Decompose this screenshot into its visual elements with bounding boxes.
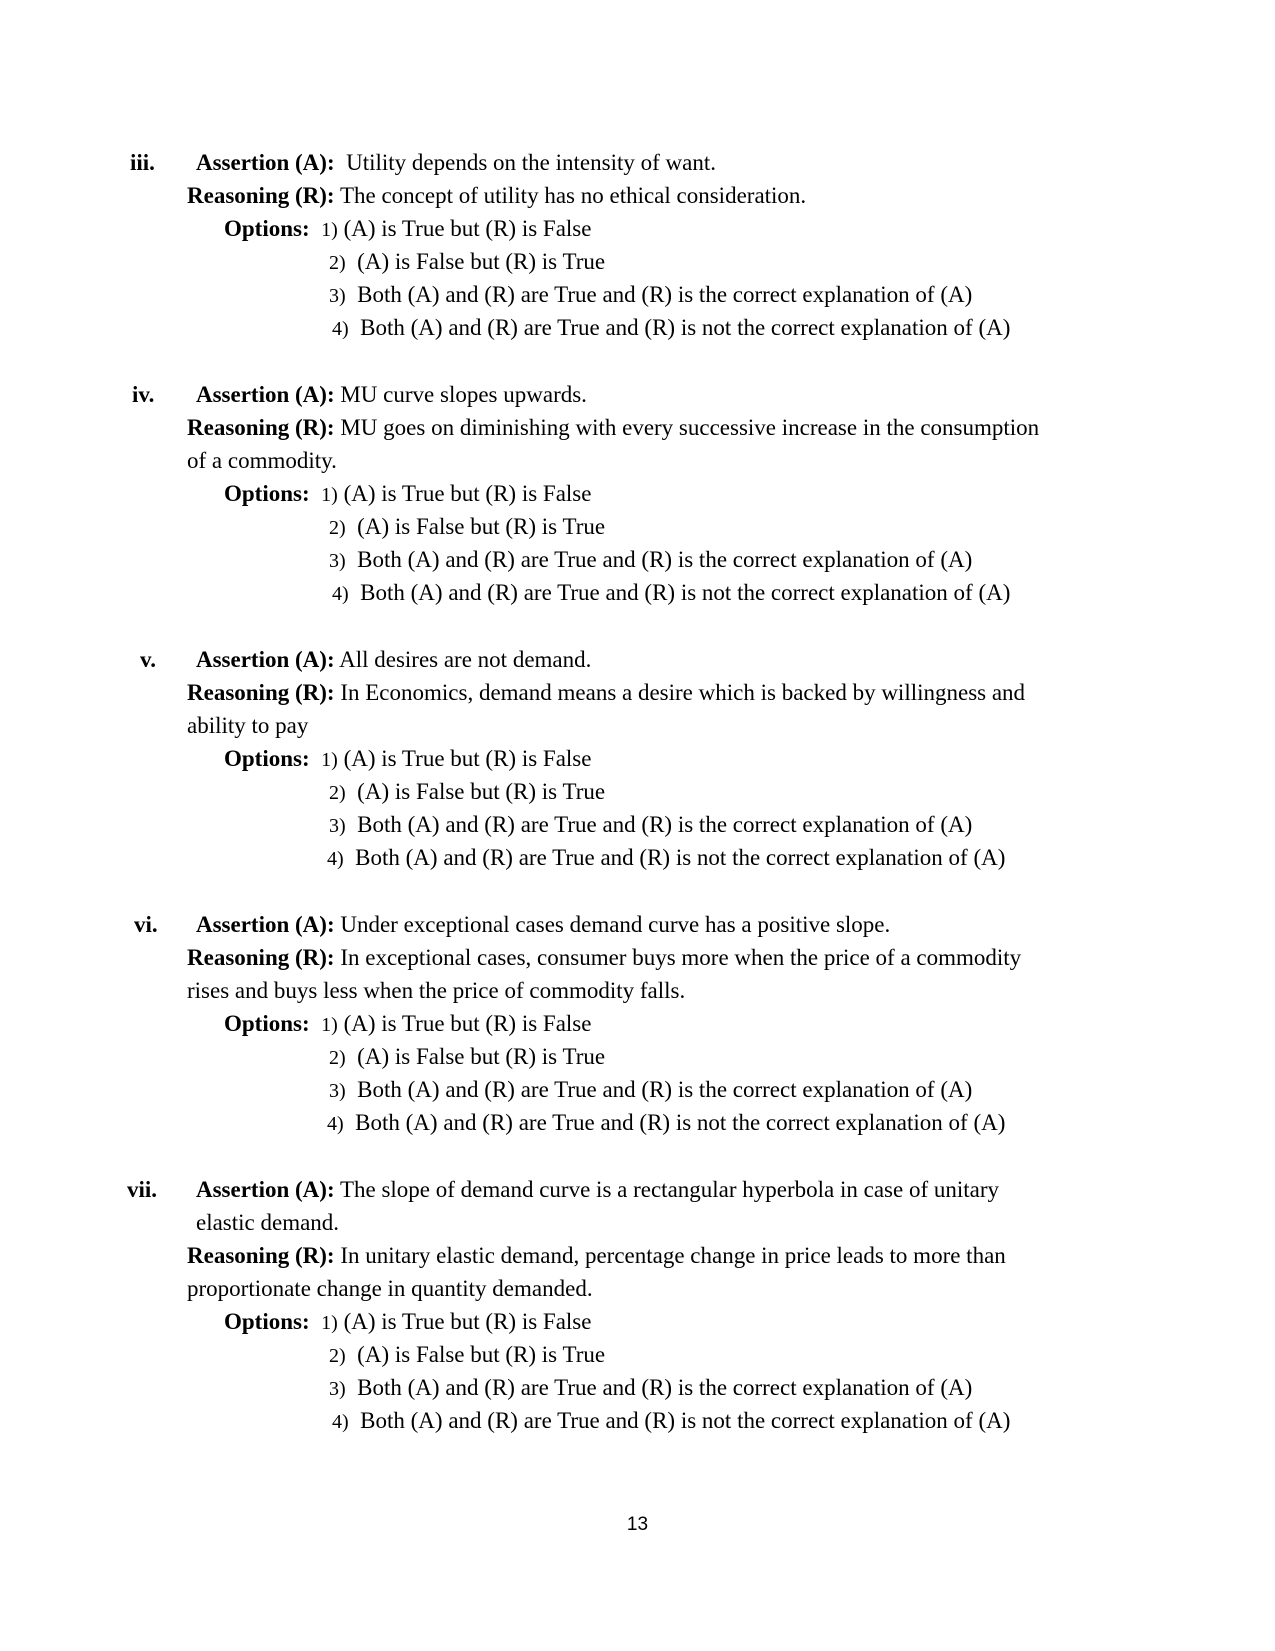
options-row-1 (224, 479, 591, 509)
options-row-1 (224, 744, 591, 774)
assertion-label: Assertion (A): (196, 912, 335, 937)
option-number: 3) (329, 1378, 346, 1400)
option-number: 4) (332, 318, 349, 340)
assertion-text: MU curve slopes upwards. (340, 382, 587, 407)
assertion (196, 910, 890, 940)
reasoning-continued: rises and buys less when the price of commodity falls. (187, 978, 686, 1003)
option-text: Both (A) and (R) are True and (R) is not the correct explanation of (A) (355, 1110, 1006, 1135)
options-label: Options: (224, 1309, 310, 1334)
option-number: 1) (321, 1312, 338, 1334)
option-4 (327, 843, 1005, 873)
options-row-1 (224, 214, 591, 244)
option-number: 2) (329, 252, 346, 274)
option-2 (329, 247, 605, 277)
option-4 (332, 313, 1010, 343)
option-number: 2) (329, 1047, 346, 1069)
option-text: Both (A) and (R) are True and (R) is not the correct explanation of (A) (360, 315, 1011, 340)
option-number: 2) (329, 1345, 346, 1367)
option-number: 4) (332, 1411, 349, 1433)
assertion (196, 645, 591, 675)
option-2 (329, 512, 605, 542)
option-number: 3) (329, 550, 346, 572)
options-label: Options: (224, 1011, 310, 1036)
option-4 (332, 1406, 1010, 1436)
reasoning-continued: proportionate change in quantity demanded. (187, 1276, 593, 1301)
option-text: Both (A) and (R) are True and (R) is not the correct explanation of (A) (360, 1408, 1011, 1433)
option-number: 3) (329, 285, 346, 307)
option-text: (A) is True but (R) is False (343, 216, 592, 241)
reasoning-label: Reasoning (R): (187, 945, 335, 970)
option-2 (329, 777, 605, 807)
assertion (196, 1175, 999, 1205)
option-text: (A) is False but (R) is True (357, 1044, 606, 1069)
assertion-text: The slope of demand curve is a rectangular hyperbola in case of unitary (339, 1177, 1000, 1202)
reasoning (187, 943, 1021, 973)
option-number: 1) (321, 749, 338, 771)
assertion (196, 380, 587, 410)
reasoning-label: Reasoning (R): (187, 183, 335, 208)
option-text: Both (A) and (R) are True and (R) is not the correct explanation of (A) (355, 845, 1006, 870)
option-number: 3) (329, 1080, 346, 1102)
assertion-continued: elastic demand. (196, 1210, 340, 1235)
page-number: 13 (626, 1514, 649, 1535)
option-number: 2) (329, 782, 346, 804)
options-label: Options: (224, 481, 310, 506)
assertion-label: Assertion (A): (196, 382, 335, 407)
reasoning-text: In exceptional cases, consumer buys more when the price of a commodity (340, 945, 1022, 970)
reasoning (187, 678, 1025, 708)
option-text: Both (A) and (R) are True and (R) is the correct explanation of (A) (357, 812, 973, 837)
reasoning-label: Reasoning (R): (187, 415, 335, 440)
option-text: Both (A) and (R) are True and (R) is not the correct explanation of (A) (360, 580, 1011, 605)
option-3 (329, 1075, 972, 1105)
option-number: 4) (327, 848, 344, 870)
reasoning-text: MU goes on diminishing with every successive increase in the consumption (340, 415, 1040, 440)
reasoning-text: In unitary elastic demand, percentage change in price leads to more than (340, 1243, 1006, 1268)
reasoning-label: Reasoning (R): (187, 680, 335, 705)
reasoning (187, 1241, 1006, 1271)
options-row-1 (224, 1307, 591, 1337)
question-number: vi. (134, 912, 158, 937)
assertion-label: Assertion (A): (196, 150, 335, 175)
option-text: (A) is True but (R) is False (343, 481, 592, 506)
option-4 (327, 1108, 1005, 1138)
option-3 (329, 1373, 972, 1403)
option-text: (A) is True but (R) is False (343, 1011, 592, 1036)
option-number: 4) (332, 583, 349, 605)
option-number: 2) (329, 517, 346, 539)
options-label: Options: (224, 216, 310, 241)
assertion (196, 148, 716, 178)
option-text: (A) is True but (R) is False (343, 746, 592, 771)
reasoning-text: The concept of utility has no ethical consideration. (339, 183, 807, 208)
assertion-text: Utility depends on the intensity of want. (346, 150, 716, 175)
option-number: 1) (321, 1014, 338, 1036)
option-number: 1) (321, 219, 338, 241)
assertion-label: Assertion (A): (196, 1177, 335, 1202)
reasoning (187, 413, 1039, 443)
option-text: (A) is True but (R) is False (343, 1309, 592, 1334)
option-text: (A) is False but (R) is True (357, 779, 606, 804)
question-number: iv. (132, 382, 155, 407)
option-3 (329, 545, 972, 575)
option-number: 4) (327, 1113, 344, 1135)
option-text: (A) is False but (R) is True (357, 1342, 606, 1367)
option-text: Both (A) and (R) are True and (R) is the correct explanation of (A) (357, 1077, 973, 1102)
reasoning-continued: of a commodity. (187, 448, 337, 473)
option-text: Both (A) and (R) are True and (R) is the correct explanation of (A) (357, 1375, 973, 1400)
question-number: vii. (127, 1177, 158, 1202)
option-3 (329, 810, 972, 840)
option-4 (332, 578, 1010, 608)
assertion-text: All desires are not demand. (339, 647, 592, 672)
reasoning-label: Reasoning (R): (187, 1243, 335, 1268)
assertion-label: Assertion (A): (196, 647, 335, 672)
option-2 (329, 1340, 605, 1370)
assertion-text: Under exceptional cases demand curve has a positive slope. (340, 912, 891, 937)
option-number: 3) (329, 815, 346, 837)
option-2 (329, 1042, 605, 1072)
options-row-1 (224, 1009, 591, 1039)
reasoning-continued: ability to pay (187, 713, 309, 738)
option-text: (A) is False but (R) is True (357, 514, 606, 539)
option-text: Both (A) and (R) are True and (R) is the correct explanation of (A) (357, 547, 973, 572)
reasoning (187, 181, 806, 211)
option-text: Both (A) and (R) are True and (R) is the correct explanation of (A) (357, 282, 973, 307)
question-number: iii. (130, 150, 155, 175)
option-number: 1) (321, 484, 338, 506)
reasoning-text: In Economics, demand means a desire which is backed by willingness and (340, 680, 1026, 705)
question-number: v. (140, 647, 156, 672)
options-label: Options: (224, 746, 310, 771)
option-3 (329, 280, 972, 310)
option-text: (A) is False but (R) is True (357, 249, 606, 274)
